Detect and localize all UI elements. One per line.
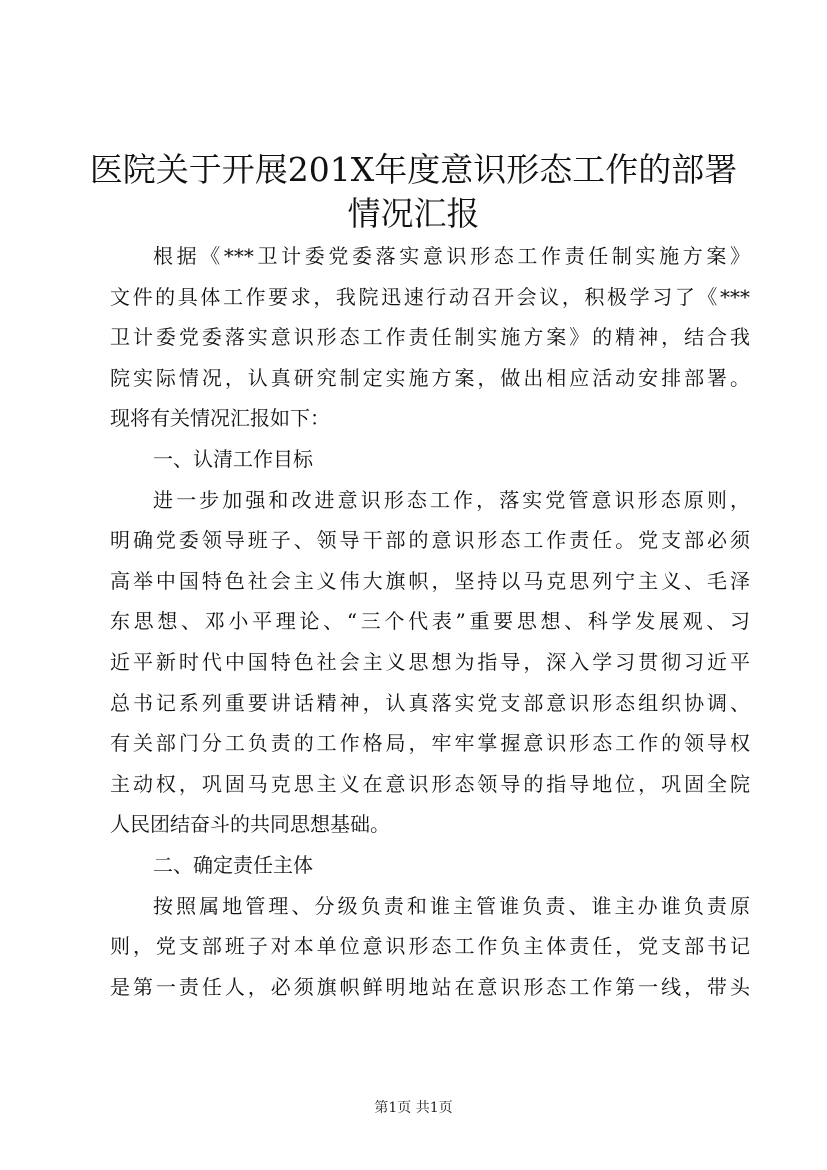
paragraph-intro-line: 院实际情况，认真研究制定实施方案，做出相应活动安排部署。	[110, 365, 750, 390]
page-footer: 第1页 共1页	[374, 1100, 453, 1116]
paragraph-goal-line: 总书记系列重要讲话精神，认真落实党支部意识形态组织协调、	[110, 690, 750, 715]
paragraph-responsibility-line: 按照属地管理、分级负责和谁主管谁负责、谁主办谁负责原	[153, 893, 750, 918]
paragraph-responsibility-line: 是第一责任人，必须旗帜鲜明地站在意识形态工作第一线，带头	[110, 974, 750, 999]
paragraph-intro-line: 现将有关情况汇报如下：	[110, 406, 330, 431]
paragraph-goal-line: 东思想、邓小平理论、“三个代表”重要思想、科学发展观、习	[110, 609, 750, 634]
document-title-line-1: 医院关于开展201X年度意识形态工作的部署	[89, 150, 738, 189]
section-heading-1: 一、认清工作目标	[153, 446, 313, 471]
paragraph-intro-line: 卫计委党委落实意识形态工作责任制实施方案》的精神，结合我	[110, 325, 750, 350]
paragraph-responsibility-line: 则，党支部班子对本单位意识形态工作负主体责任，党支部书记	[110, 934, 750, 959]
paragraph-goal-line: 有关部门分工负责的工作格局，牢牢掌握意识形态工作的领导权	[110, 731, 750, 756]
paragraph-goal-line: 主动权，巩固马克思主义在意识形态领导的指导地位，巩固全院	[110, 771, 750, 796]
paragraph-intro-line: 根据《***卫计委党委落实意识形态工作责任制实施方案》	[153, 244, 750, 268]
paragraph-goal-line: 近平新时代中国特色社会主义思想为指导，深入学习贯彻习近平	[110, 649, 750, 674]
document-title-line-2: 情况汇报	[347, 194, 480, 233]
paragraph-intro-line: 文件的具体工作要求，我院迅速行动召开会议，积极学习了《***	[110, 284, 750, 309]
paragraph-goal-line: 人民团结奋斗的共同思想基础。	[110, 812, 390, 837]
document-body	[110, 236, 750, 1007]
paragraph-goal-line: 高举中国特色社会主义伟大旗帜，坚持以马克思列宁主义、毛泽	[110, 568, 750, 593]
paragraph-goal-line: 进一步加强和改进意识形态工作，落实党管意识形态原则，	[153, 487, 750, 512]
section-heading-2: 二、确定责任主体	[153, 852, 313, 877]
paragraph-goal-line: 明确党委领导班子、领导干部的意识形态工作责任。党支部必须	[110, 528, 750, 553]
